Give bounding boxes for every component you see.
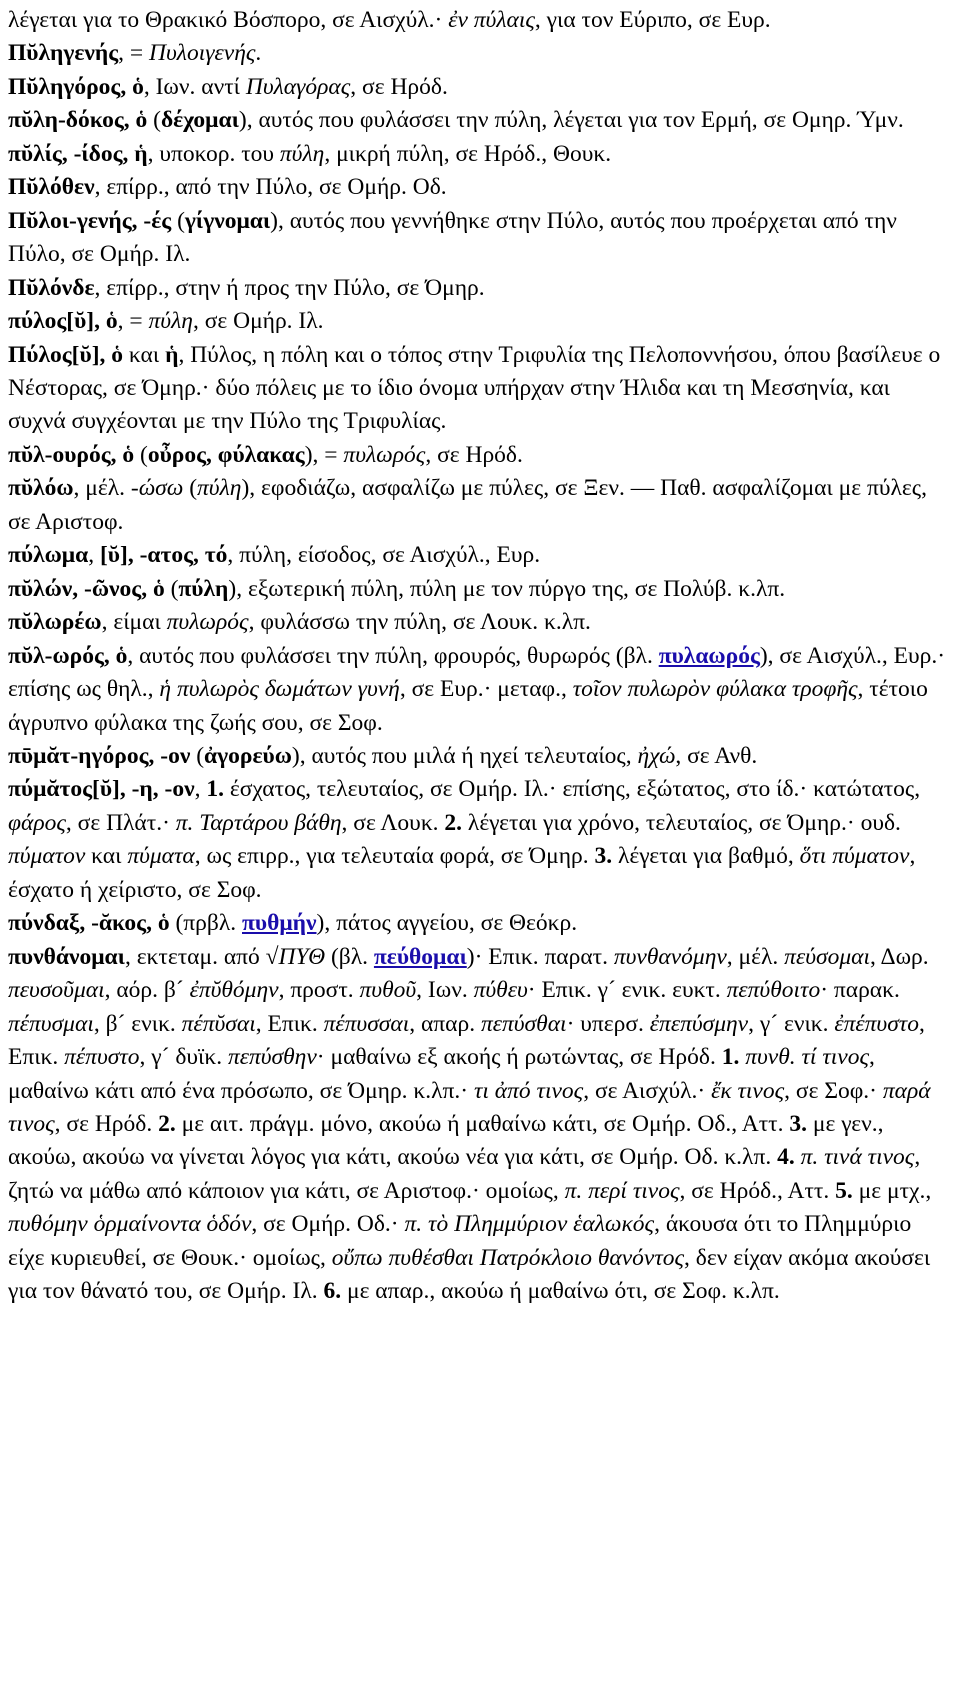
italic-text: πυλωρός xyxy=(166,609,249,636)
text-run: , δεν είχαν ακόμα ακούσει για τον θάνατό του, σε Ομήρ. Ιλ. xyxy=(8,1244,931,1305)
lemma-bold: πῠλόω xyxy=(8,475,74,502)
text-run: ), = xyxy=(304,441,344,468)
text-run: ), εφοδιάζω, ασφαλίζω με πύλες, σε Ξεν. — Παθ. ασφαλίζομαι με πύλες, σε Αριστοφ. xyxy=(8,475,927,535)
text-run: , γ´ ενικ. xyxy=(748,1010,835,1037)
text-run: λέγεται για χρόνο, τελευταίος, σε Όμηρ.· ουδ. xyxy=(462,809,901,836)
text-run: ( xyxy=(134,441,148,468)
text-run: , σε Ηρόδ. xyxy=(54,1110,159,1137)
text-run: και xyxy=(85,843,128,870)
text-run: , εκτεταμ. από √ xyxy=(124,943,279,970)
text-run: λέγεται για βαθμό, xyxy=(612,843,800,870)
lemma-bold: Πῠληγενής xyxy=(8,40,119,67)
dictionary-entry-pylis xyxy=(8,138,952,171)
text-run: , σε Ηρόδ. xyxy=(425,441,523,468)
italic-text: πυνθανόμην xyxy=(613,943,727,970)
italic-text: Πυλαγόρας xyxy=(245,73,351,100)
text-run: , έσχατο ή χείριστο, σε Σοφ. xyxy=(8,843,916,903)
text-run: , = xyxy=(117,308,149,335)
dictionary-entry-pyloi-genes xyxy=(8,205,952,272)
text-run: , σε Πλάτ.· xyxy=(65,809,176,836)
lemma-bold: γίγνομαι xyxy=(184,207,271,234)
italic-text: πέπυστο xyxy=(64,1044,140,1071)
italic-text: πεπύσθην xyxy=(227,1044,317,1071)
dictionary-entry-pylos-proper xyxy=(8,339,952,439)
dictionary-entry-pyl-oros xyxy=(8,640,952,740)
text-run: , αόρ. β´ xyxy=(104,977,190,1004)
italic-text: τι ἀπό τινος xyxy=(473,1077,584,1104)
italic-text: πύματον xyxy=(8,843,86,870)
italic-text: π. περί τινος xyxy=(564,1177,680,1204)
text-run: ( xyxy=(147,107,161,134)
cross-reference-link[interactable]: πυλαωρός xyxy=(658,642,760,669)
text-run: , πύλη, είσοδος, σε Αισχύλ., Ευρ. xyxy=(227,542,541,569)
lemma-bold: 3. xyxy=(789,1110,807,1137)
dictionary-entry-continuation-bosporos xyxy=(8,4,952,37)
text-run: , αυτός που φυλάσσει την πύλη, φρουρός, θυρωρός (βλ. xyxy=(127,642,659,669)
text-run: · μαθαίνω εξ ακοής ή ρωτώντας, σε Ηρόδ. xyxy=(316,1044,722,1071)
text-run: ), αυτός που φυλάσσει την πύλη, λέγεται για τον Ερμή, σε Ομηρ. Ύμν. xyxy=(238,107,904,134)
lemma-bold: πύνδαξ, -ᾰκος, ὁ xyxy=(8,910,170,937)
text-run: , τέτοιο άγρυπνο φύλακα της ζωής σου, σε Σοφ. xyxy=(8,676,928,736)
italic-text: πύθευ xyxy=(473,977,528,1004)
italic-text: Πυλοιγενής xyxy=(149,40,256,67)
dictionary-entry-pyloo xyxy=(8,472,952,539)
text-run: , προστ. xyxy=(278,977,360,1004)
italic-text: παρά τινος xyxy=(8,1077,931,1137)
text-run: , Επικ. xyxy=(8,1010,925,1071)
lemma-bold: Πῠλοι-γενής, -ές xyxy=(8,207,172,234)
lemma-bold: Πῠλόθεν xyxy=(8,174,95,201)
italic-text: πύλη xyxy=(279,140,325,167)
text-run: , μικρή πύλη, σε Ηρόδ., Θουκ. xyxy=(324,140,612,167)
lemma-bold: 2. xyxy=(444,809,463,836)
lemma-bold: πῠλών, -ῶνος, ὁ xyxy=(8,575,165,602)
italic-text: πεπύθοιτο xyxy=(726,977,821,1004)
text-run: , άκουσα ότι το Πλημμύριο είχε κυριευθεί, σε Θουκ.· ομοίως, xyxy=(8,1211,912,1271)
dictionary-entry-pynthanomai xyxy=(8,941,952,1309)
italic-text: οὔπω πυθέσθαι Πατρόκλοιο θανόντος xyxy=(331,1244,685,1271)
italic-text: π. τὸ Πλημμύριον ἑαλωκός xyxy=(404,1211,655,1238)
text-run: , για τον Εύριπο, σε Ευρ. xyxy=(534,7,771,33)
text-run: με μτχ., xyxy=(852,1177,932,1204)
italic-text: πυθόμην ὁρμαίνοντα ὁδόν xyxy=(8,1211,252,1238)
text-run: , β´ ενικ. xyxy=(93,1010,182,1037)
cross-reference-link[interactable]: πεύθομαι xyxy=(373,943,467,970)
dictionary-entry-pylegenes xyxy=(8,37,952,70)
text-run: , γ´ δυϊκ. xyxy=(139,1044,228,1071)
dictionary-entry-pymatos xyxy=(8,773,952,907)
text-run: , μέλ. xyxy=(73,475,131,502)
text-run: , μαθαίνω κάτι από ένα πρόσωπο, σε Όμηρ. κ.λπ.· xyxy=(8,1044,875,1104)
text-run: , σε Ευρ.· μεταφ., xyxy=(399,676,573,703)
text-run: , xyxy=(88,542,100,569)
dictionary-entry-pylegoros xyxy=(8,71,952,104)
text-run: , επίρρ., στην ή προς την Πύλο, σε Όμηρ. xyxy=(94,274,485,301)
italic-text: πύματα xyxy=(127,843,195,870)
text-run: (βλ. xyxy=(325,943,374,970)
lemma-bold: πῠλη-δόκος, ὁ xyxy=(8,107,148,134)
text-run: , σε Αισχύλ.· xyxy=(583,1077,712,1104)
text-run: , Δωρ. xyxy=(870,943,929,970)
italic-text: ἡ πυλωρὸς δωμάτων γυνή xyxy=(159,676,400,703)
italic-text: ἐν πύλαις xyxy=(448,7,535,33)
dictionary-entry-pylos-common xyxy=(8,305,952,338)
dictionary-entry-pylothen xyxy=(8,171,952,204)
dictionary-entry-pyl-ouros xyxy=(8,439,952,472)
italic-text: πυνθ. τί τινος xyxy=(745,1044,869,1071)
lemma-bold: Πῠλόνδε xyxy=(8,274,95,301)
text-run: , σε Σοφ.· xyxy=(784,1077,883,1104)
italic-text: πεπύσθαι xyxy=(480,1010,567,1037)
text-run: , υποκορ. του xyxy=(147,140,280,167)
text-run: , σε Ηρόδ., Αττ. xyxy=(679,1177,836,1204)
italic-text: ἐπέπυστο xyxy=(834,1010,919,1037)
text-run: · Επικ. γ´ ενικ. ευκτ. xyxy=(527,977,727,1004)
text-run: , φυλάσσω την πύλη, σε Λουκ. κ.λπ. xyxy=(248,609,591,636)
dictionary-entry-pylon xyxy=(8,573,952,606)
italic-text: πέπυσσαι xyxy=(323,1010,410,1037)
text-run: , = xyxy=(118,40,150,67)
lemma-bold: οὖρος, φύλακας xyxy=(147,441,305,468)
text-run: ( xyxy=(171,207,185,234)
lemma-bold: Πῠληγόρος, ὁ xyxy=(8,73,144,100)
text-run: , σε Λουκ. xyxy=(341,809,445,836)
italic-text: ΠΥΘ xyxy=(278,943,326,970)
lemma-bold: πῡμᾰτ-ηγόρος, -ον xyxy=(8,742,191,769)
text-run: ), εξωτερική πύλη, πύλη με τον πύργο της, σε Πολύβ. κ.λπ. xyxy=(228,575,786,602)
dictionary-entry-pymat-egoros xyxy=(8,740,952,773)
text-run: , απαρ. xyxy=(409,1010,481,1037)
italic-text: ἐπῠθόμην xyxy=(189,977,279,1004)
lemma-bold: 6. xyxy=(323,1278,342,1305)
italic-text: ὅτι πύματον xyxy=(799,843,910,870)
text-run: , σε Ομήρ. Οδ.· xyxy=(251,1211,405,1238)
text-run: , Ιων. xyxy=(416,977,474,1004)
lemma-bold: [ῠ], -ατος, τό xyxy=(99,542,228,569)
italic-text: πεύσομαι xyxy=(784,943,870,970)
text-run: (πρβλ. xyxy=(169,910,242,937)
lemma-bold: πύμᾰτος[ῠ], -η, -ον xyxy=(8,776,195,803)
text-run: ), σε Αισχύλ., Ευρ.· επίσης ως θηλ., xyxy=(8,642,946,703)
italic-text: πυλωρός xyxy=(343,441,426,468)
lemma-bold: 4. xyxy=(777,1144,795,1171)
text-run: , μέλ. xyxy=(726,943,785,970)
italic-text: ἐπεπύσμην xyxy=(649,1010,749,1037)
text-run: , σε Ηρόδ. xyxy=(350,73,448,100)
lemma-bold: πῠλωρέω xyxy=(8,609,102,636)
text-run: , επίρρ., από την Πύλο, σε Ομήρ. Οδ. xyxy=(94,174,447,201)
dictionary-entry-pyloma xyxy=(8,539,952,572)
lemma-bold: πυνθάνομαι xyxy=(8,943,125,970)
text-run: με αιτ. πράγμ. μόνο, ακούω ή μαθαίνω κάτι, σε Ομήρ. Οδ., Αττ. xyxy=(175,1110,790,1137)
italic-text: φάρος xyxy=(8,809,66,836)
text-run: , Επικ. xyxy=(255,1010,324,1037)
text-run: , Ιων. αντί xyxy=(143,73,246,100)
lemma-bold: πῠλίς, -ίδος, ἡ xyxy=(8,140,148,167)
dictionary-entry-pyndax xyxy=(8,907,952,940)
text-run: και xyxy=(123,341,166,368)
text-run: ), αυτός που μιλά ή ηχεί τελευταίος, xyxy=(291,742,638,769)
text-run: ), αυτός που γεννήθηκε στην Πύλο, αυτός που προέρχεται από την Πύλο, σε Ομήρ. Ιλ. xyxy=(8,207,897,268)
lemma-bold: πύλωμα xyxy=(8,542,89,569)
italic-text: π. Ταρτάρου βάθη xyxy=(175,809,342,836)
text-run: , ζητώ να μάθω από κάποιον για κάτι, σε Αριστοφ.· ομοίως, xyxy=(8,1144,921,1204)
lemma-bold: πῠλ-ουρός, ὁ xyxy=(8,441,135,468)
italic-text: ἠχώ xyxy=(637,742,676,769)
text-run: ), πάτος αγγείου, σε Θεόκρ. xyxy=(316,910,578,937)
lemma-bold: πύλος[ῠ], ὁ xyxy=(8,308,118,335)
text-run: ( xyxy=(183,475,198,502)
lemma-bold: πύλη xyxy=(178,575,229,602)
lemma-bold: 5. xyxy=(835,1177,853,1204)
italic-text: π. τινά τινος xyxy=(800,1144,915,1171)
text-run: , ως επιρρ., για τελευταία φορά, σε Όμηρ. xyxy=(194,843,595,870)
text-run: , Πύλος, η πόλη και ο τόπος στην Τριφυλία της Πελοποννήσου, όπου βασίλευε ο Νέστορας, σε Όμηρ.· δύο πόλεις με το ίδιο όνομα υπήρχαν στην Ήλιδα και τη Μεσσηνία, και συχνά συγχέονται με την Πύλο της Τριφυλίας. xyxy=(8,341,941,435)
lemma-bold: 1. xyxy=(721,1044,740,1071)
italic-text: -ώσω xyxy=(130,475,184,502)
text-run: · υπερσ. xyxy=(566,1010,650,1037)
text-run: · παρακ. xyxy=(820,977,900,1004)
text-run: , σε Ομήρ. Ιλ. xyxy=(192,308,324,335)
text-run: λέγεται για το Θρακικό Βόσπορο, σε Αισχύλ.· xyxy=(8,7,449,33)
text-run: , xyxy=(194,776,207,803)
dictionary-entry-pylonde xyxy=(8,272,952,305)
italic-text: πέπυσμαι xyxy=(8,1010,94,1037)
lemma-bold: ἀγορεύω xyxy=(204,742,292,769)
lemma-bold: ἡ xyxy=(165,341,179,368)
lemma-bold: δέχομαι xyxy=(160,107,239,134)
lemma-bold: 2. xyxy=(158,1110,176,1137)
text-run: , σε Ανθ. xyxy=(675,742,758,769)
text-run: )· Επικ. παρατ. xyxy=(466,943,614,970)
italic-text: πευσοῦμαι xyxy=(8,977,105,1004)
text-run: ( xyxy=(190,742,205,769)
lemma-bold: Πύλος[ῠ], ὁ xyxy=(8,341,124,368)
text-run: ( xyxy=(164,575,179,602)
italic-text: πέπῠσαι xyxy=(181,1010,256,1037)
lemma-bold: πῠλ-ωρός, ὁ xyxy=(8,642,128,669)
italic-text: ἔκ τινος xyxy=(711,1077,785,1104)
italic-text: τοῖον πυλωρὸν φύλακα τροφῆς xyxy=(572,676,858,703)
italic-text: πυθοῦ xyxy=(359,977,417,1004)
dictionary-entry-pyle-dokos xyxy=(8,104,952,137)
lemma-bold: 1. xyxy=(206,776,224,803)
text-run: έσχατος, τελευταίος, σε Ομήρ. Ιλ.· επίσης, εξώτατος, στο ίδ.· κατώτατος, xyxy=(223,776,921,803)
text-run: με απαρ., ακούω ή μαθαίνω ότι, σε Σοφ. κ.λπ. xyxy=(341,1278,780,1305)
italic-text: πύλη xyxy=(197,475,242,502)
cross-reference-link[interactable]: πυθμήν xyxy=(242,910,317,937)
text-run: , είμαι xyxy=(101,609,167,636)
text-run: . xyxy=(255,40,262,67)
dictionary-entry-pyloreo xyxy=(8,606,952,639)
text-run: με γεν., ακούω, ακούω να γίνεται λόγος για κάτι, ακούω νέα για κάτι, σε Ομήρ. Οδ. κ.λπ. xyxy=(8,1110,884,1171)
italic-text: πύλη xyxy=(148,308,193,335)
lemma-bold: 3. xyxy=(594,843,613,870)
dictionary-page xyxy=(8,4,952,1309)
